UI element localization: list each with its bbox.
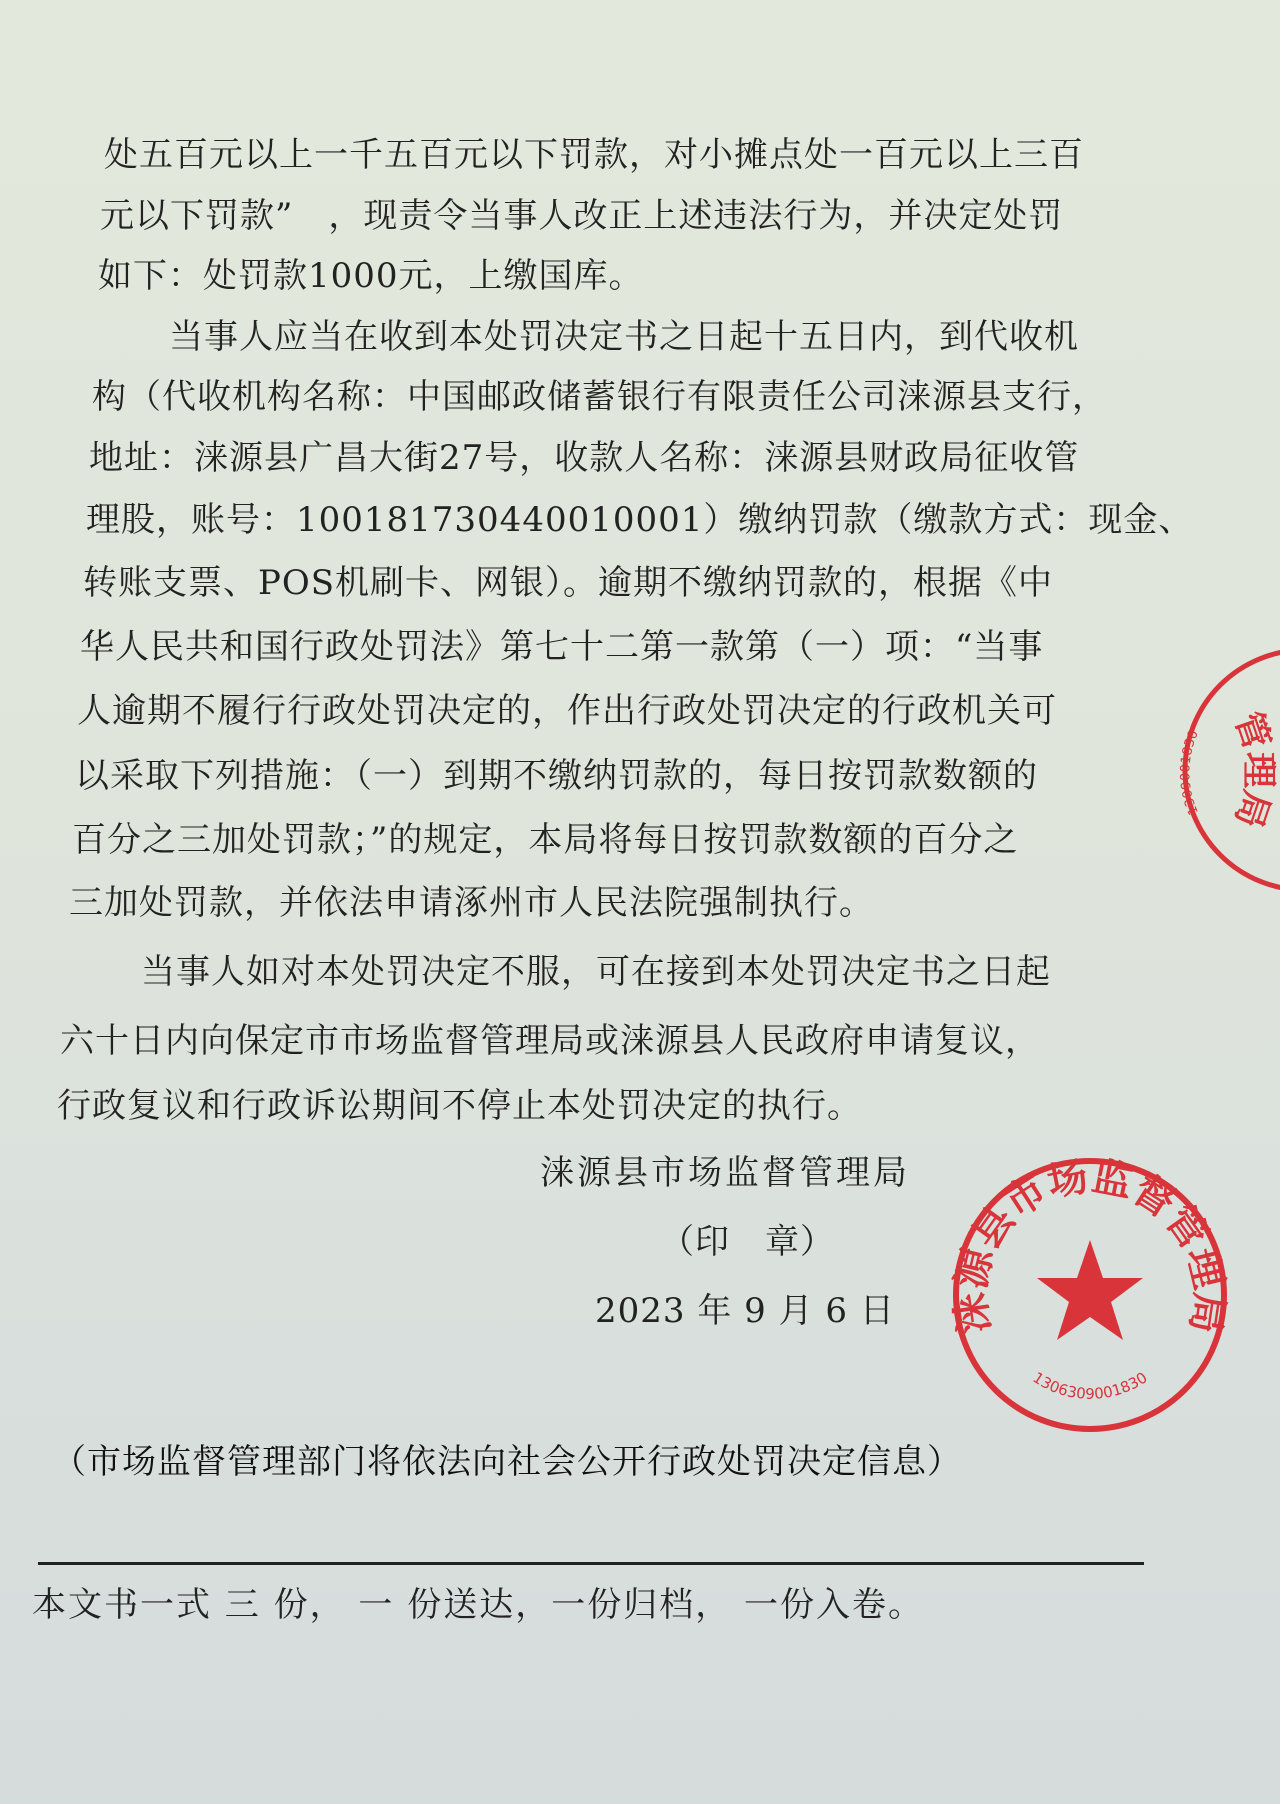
body-line: 构（代收机构名称：中国邮政储蓄银行有限责任公司涞源县支行， — [92, 377, 1107, 417]
side-seal-text: 管理局 — [1226, 707, 1279, 833]
svg-text:1309001830 — [1178, 728, 1202, 817]
svg-text:管理局 — [1227, 707, 1279, 833]
body-line: 六十日内向保定市市场监督管理局或涞源县人民政府申请复议， — [60, 1021, 1040, 1061]
svg-text:涞源县市场监督管理局 — [948, 1154, 1233, 1337]
body-line: 当事人如对本处罚决定不服，可在接到本处罚决定书之日起 — [141, 952, 1051, 992]
body-line: 处五百元以上一千五百元以下罚款，对小摊点处一百元以上三百 — [104, 135, 1084, 175]
body-line: 行政复议和行政诉讼期间不停止本处罚决定的执行。 — [57, 1086, 862, 1126]
body-line: 三加处罚款，并依法申请涿州市人民法院强制执行。 — [69, 883, 874, 923]
side-seal-code: 1309001830 — [1178, 728, 1202, 817]
body-line: 华人民共和国行政处罚法》第七十二第一款第（一）项：“当事 — [80, 627, 1044, 667]
official-seal — [945, 1150, 1235, 1440]
side-seal — [1175, 640, 1280, 900]
body-line: 人逾期不履行行政处罚决定的，作出行政处罚决定的行政机关可 — [77, 691, 1057, 731]
seal-code: 1306309001830 — [1029, 1368, 1151, 1403]
seal-label: （印 章） — [660, 1222, 835, 1262]
seal-text: 涞源县市场监督管理局 — [947, 1153, 1233, 1337]
star-icon — [1037, 1240, 1143, 1340]
signature-org: 涞源县市场监督管理局 — [540, 1153, 910, 1193]
body-line: 以采取下列措施：（一）到期不缴纳罚款的，每日按罚款数额的 — [75, 756, 1038, 796]
public-disclosure-note: （市场监督管理部门将依法向社会公开行政处罚决定信息） — [52, 1442, 962, 1482]
body-line: 理股，账号：100181730440010001）缴纳罚款（缴款方式：现金、 — [86, 500, 1194, 540]
svg-text:1306309001830 — [1029, 1368, 1150, 1402]
body-line: 转账支票、POS机刷卡、网银）。逾期不缴纳罚款的，根据《中 — [83, 563, 1054, 603]
footer-divider — [38, 1562, 1144, 1565]
body-line: 地址：涞源县广昌大街27号，收款人名称：涞源县财政局征收管 — [89, 438, 1080, 478]
body-line: 当事人应当在收到本处罚决定书之日起十五日内，到代收机 — [169, 317, 1079, 357]
body-line: 百分之三加处罚款；”的规定，本局将每日按罚款数额的百分之 — [72, 820, 1019, 860]
body-line: 如下：处罚款1000元，上缴国库。 — [98, 256, 644, 296]
body-line: 元以下罚款” ，现责令当事人改正上述违法行为，并决定处罚 — [100, 196, 1064, 236]
copies-footer: 本文书一式 三 份， 一 份送达，一份归档， 一份入卷。 — [32, 1585, 925, 1625]
signature-date: 2023 年 9 月 6 日 — [595, 1291, 895, 1331]
